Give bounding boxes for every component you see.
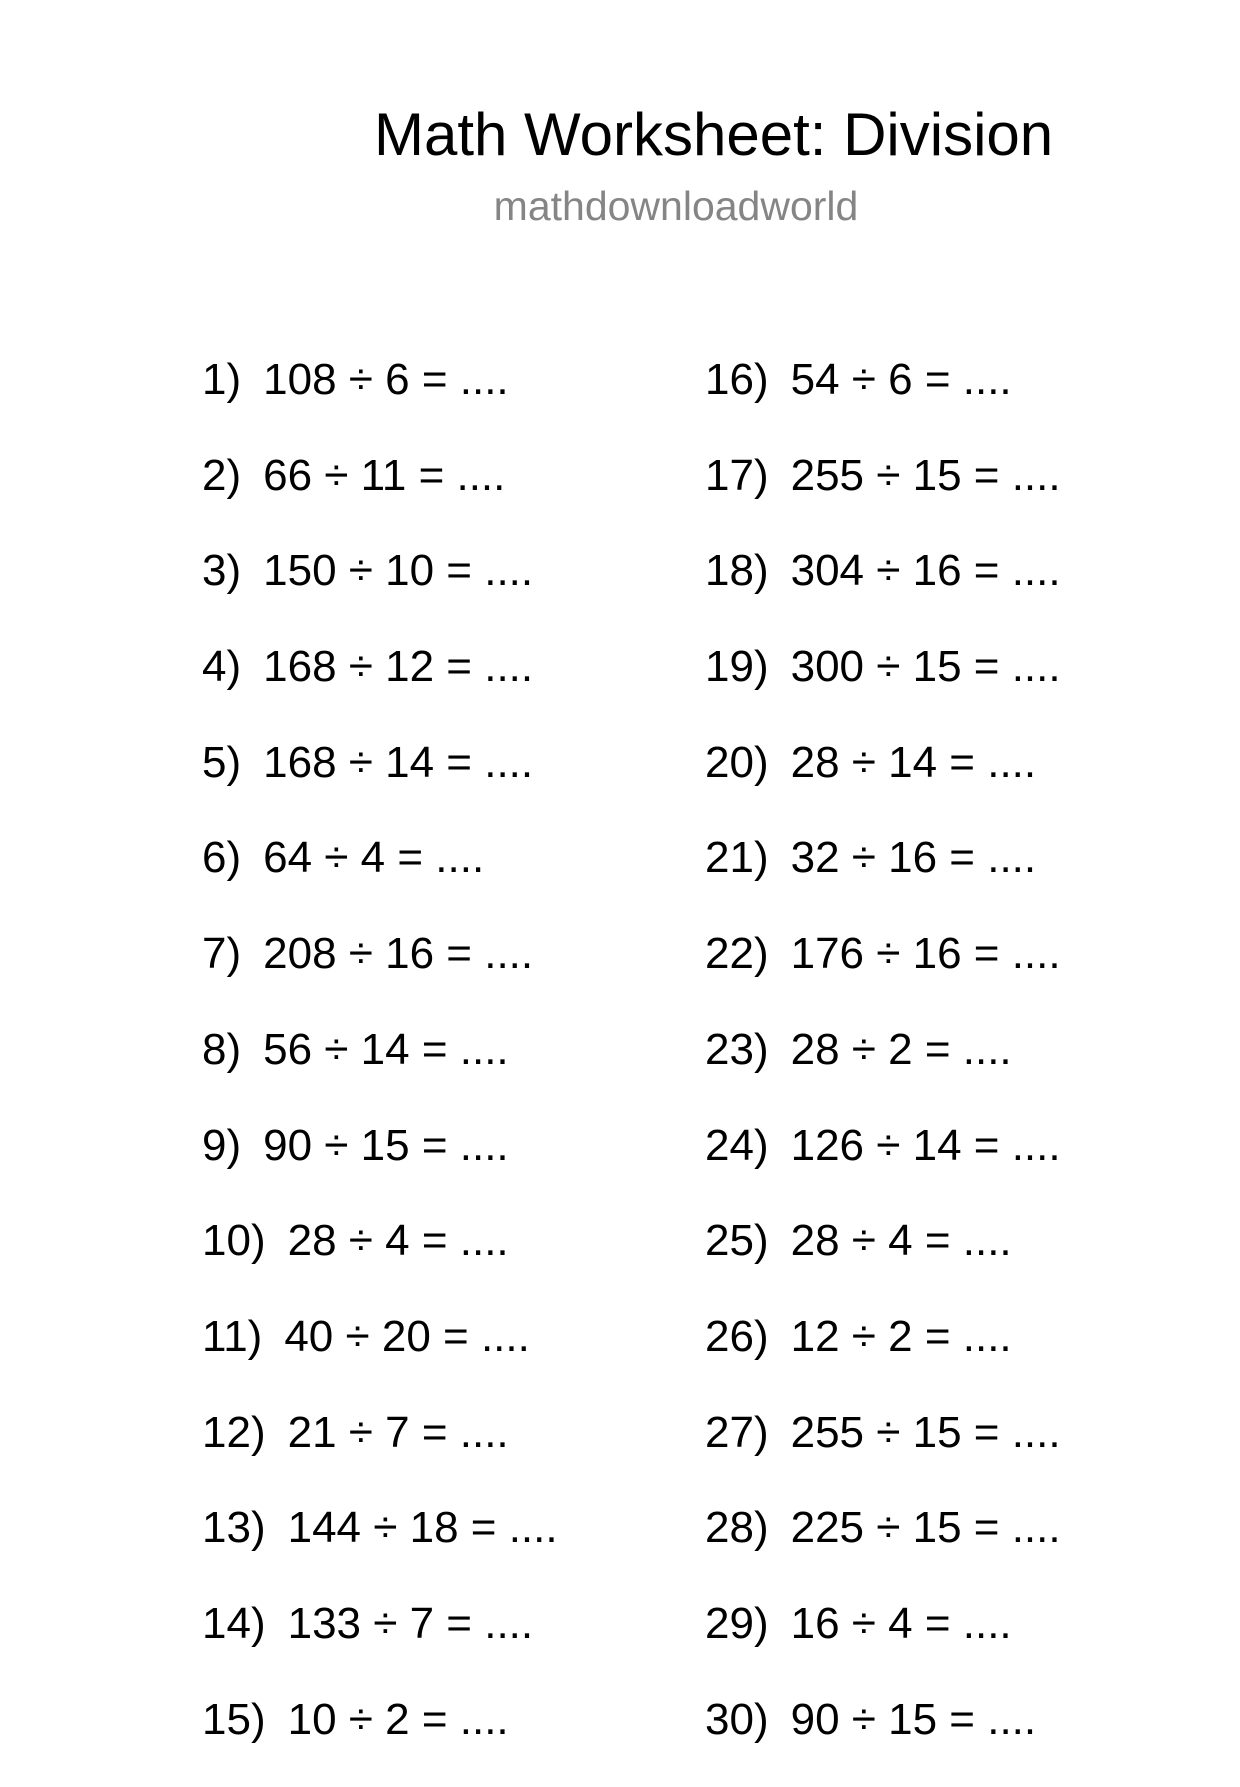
problem-item xyxy=(202,1692,558,1787)
problem-number: 10) xyxy=(202,1216,266,1266)
problem-number: 28) xyxy=(705,1503,769,1553)
problem-item xyxy=(202,352,558,448)
problem-expression: 40 ÷ 20 = .... xyxy=(284,1311,530,1361)
problem-number: 2) xyxy=(202,450,242,500)
problem-item xyxy=(202,830,558,926)
problem-item xyxy=(705,639,1061,735)
problem-item xyxy=(705,1405,1061,1501)
problem-expression: 10 ÷ 2 = .... xyxy=(287,1694,509,1744)
problem-expression: 208 ÷ 16 = .... xyxy=(263,929,534,979)
problem-item xyxy=(202,1405,558,1501)
problem-number: 20) xyxy=(705,737,769,787)
problem-item xyxy=(705,830,1061,926)
problem-number: 26) xyxy=(705,1311,769,1361)
problem-number: 5) xyxy=(202,737,242,787)
problem-expression: 90 ÷ 15 = .... xyxy=(263,1120,509,1170)
problem-item xyxy=(705,1596,1061,1692)
problem-number: 8) xyxy=(202,1024,242,1074)
problem-number: 16) xyxy=(705,355,769,404)
problem-number: 3) xyxy=(202,546,242,596)
problem-expression: 28 ÷ 2 = .... xyxy=(790,1024,1012,1074)
problem-expression: 126 ÷ 14 = .... xyxy=(790,1120,1061,1170)
problem-item xyxy=(705,448,1061,544)
problem-item xyxy=(705,1022,1061,1118)
problem-number: 24) xyxy=(705,1120,769,1170)
problem-expression: 133 ÷ 7 = .... xyxy=(287,1598,534,1648)
problem-expression: 168 ÷ 12 = .... xyxy=(263,642,534,692)
problem-item xyxy=(705,1500,1061,1596)
problem-number: 1) xyxy=(202,355,242,404)
problem-expression: 21 ÷ 7 = .... xyxy=(287,1407,509,1457)
problem-expression: 144 ÷ 18 = .... xyxy=(287,1503,558,1553)
problem-number: 29) xyxy=(705,1598,769,1648)
problem-item xyxy=(705,1692,1061,1787)
problem-number: 17) xyxy=(705,450,769,500)
problem-expression: 90 ÷ 15 = .... xyxy=(790,1694,1037,1744)
problem-number: 30) xyxy=(705,1694,769,1744)
problem-number: 15) xyxy=(202,1694,266,1744)
problem-expression: 32 ÷ 16 = .... xyxy=(790,833,1037,883)
problem-number: 22) xyxy=(705,929,769,979)
problem-item xyxy=(202,1022,558,1118)
problem-number: 4) xyxy=(202,642,242,692)
problem-item xyxy=(705,543,1061,639)
problem-expression: 255 ÷ 15 = .... xyxy=(790,1407,1061,1457)
problem-number: 9) xyxy=(202,1120,242,1170)
problem-number: 25) xyxy=(705,1216,769,1266)
problem-item xyxy=(202,1213,558,1309)
problem-item xyxy=(202,543,558,639)
problem-expression: 28 ÷ 14 = .... xyxy=(790,737,1037,787)
problem-number: 6) xyxy=(202,833,242,883)
problem-number: 18) xyxy=(705,546,769,596)
problem-expression: 150 ÷ 10 = .... xyxy=(263,546,534,596)
problem-expression: 54 ÷ 6 = .... xyxy=(790,355,1012,404)
problem-item xyxy=(705,1118,1061,1214)
problem-item xyxy=(202,735,558,831)
problem-number: 12) xyxy=(202,1407,266,1457)
problem-number: 21) xyxy=(705,833,769,883)
problem-item xyxy=(202,1500,558,1596)
problem-number: 27) xyxy=(705,1407,769,1457)
problem-expression: 12 ÷ 2 = .... xyxy=(790,1311,1012,1361)
problem-item xyxy=(202,448,558,544)
problem-expression: 176 ÷ 16 = .... xyxy=(790,929,1061,979)
problem-item xyxy=(202,639,558,735)
problem-item xyxy=(705,926,1061,1022)
problem-expression: 28 ÷ 4 = .... xyxy=(287,1216,509,1266)
problem-expression: 56 ÷ 14 = .... xyxy=(263,1024,509,1074)
problem-expression: 66 ÷ 11 = .... xyxy=(263,450,506,500)
problem-number: 11) xyxy=(202,1311,263,1361)
problem-expression: 255 ÷ 15 = .... xyxy=(790,450,1061,500)
problem-item xyxy=(705,735,1061,831)
problems-column-right xyxy=(705,352,1061,1787)
problem-number: 23) xyxy=(705,1024,769,1074)
problem-item xyxy=(202,926,558,1022)
problem-item xyxy=(705,1213,1061,1309)
problem-item xyxy=(705,352,1061,448)
problem-expression: 168 ÷ 14 = .... xyxy=(263,737,534,787)
problem-expression: 225 ÷ 15 = .... xyxy=(790,1503,1061,1553)
worksheet-title: Math Worksheet: Division xyxy=(374,101,1054,168)
problem-expression: 64 ÷ 4 = .... xyxy=(263,833,485,883)
problem-number: 13) xyxy=(202,1503,266,1553)
problems-column-left xyxy=(202,352,558,1787)
problem-number: 7) xyxy=(202,929,242,979)
problem-expression: 108 ÷ 6 = .... xyxy=(263,355,509,404)
problem-item xyxy=(202,1118,558,1214)
problem-expression: 300 ÷ 15 = .... xyxy=(790,642,1061,692)
problem-item xyxy=(202,1596,558,1692)
problem-number: 19) xyxy=(705,642,769,692)
problem-expression: 28 ÷ 4 = .... xyxy=(790,1216,1012,1266)
problem-item xyxy=(202,1309,558,1405)
problem-expression: 304 ÷ 16 = .... xyxy=(790,546,1061,596)
problem-item xyxy=(705,1309,1061,1405)
problem-number: 14) xyxy=(202,1598,266,1648)
problem-expression: 16 ÷ 4 = .... xyxy=(790,1598,1012,1648)
worksheet-subtitle: mathdownloadworld xyxy=(493,183,859,229)
